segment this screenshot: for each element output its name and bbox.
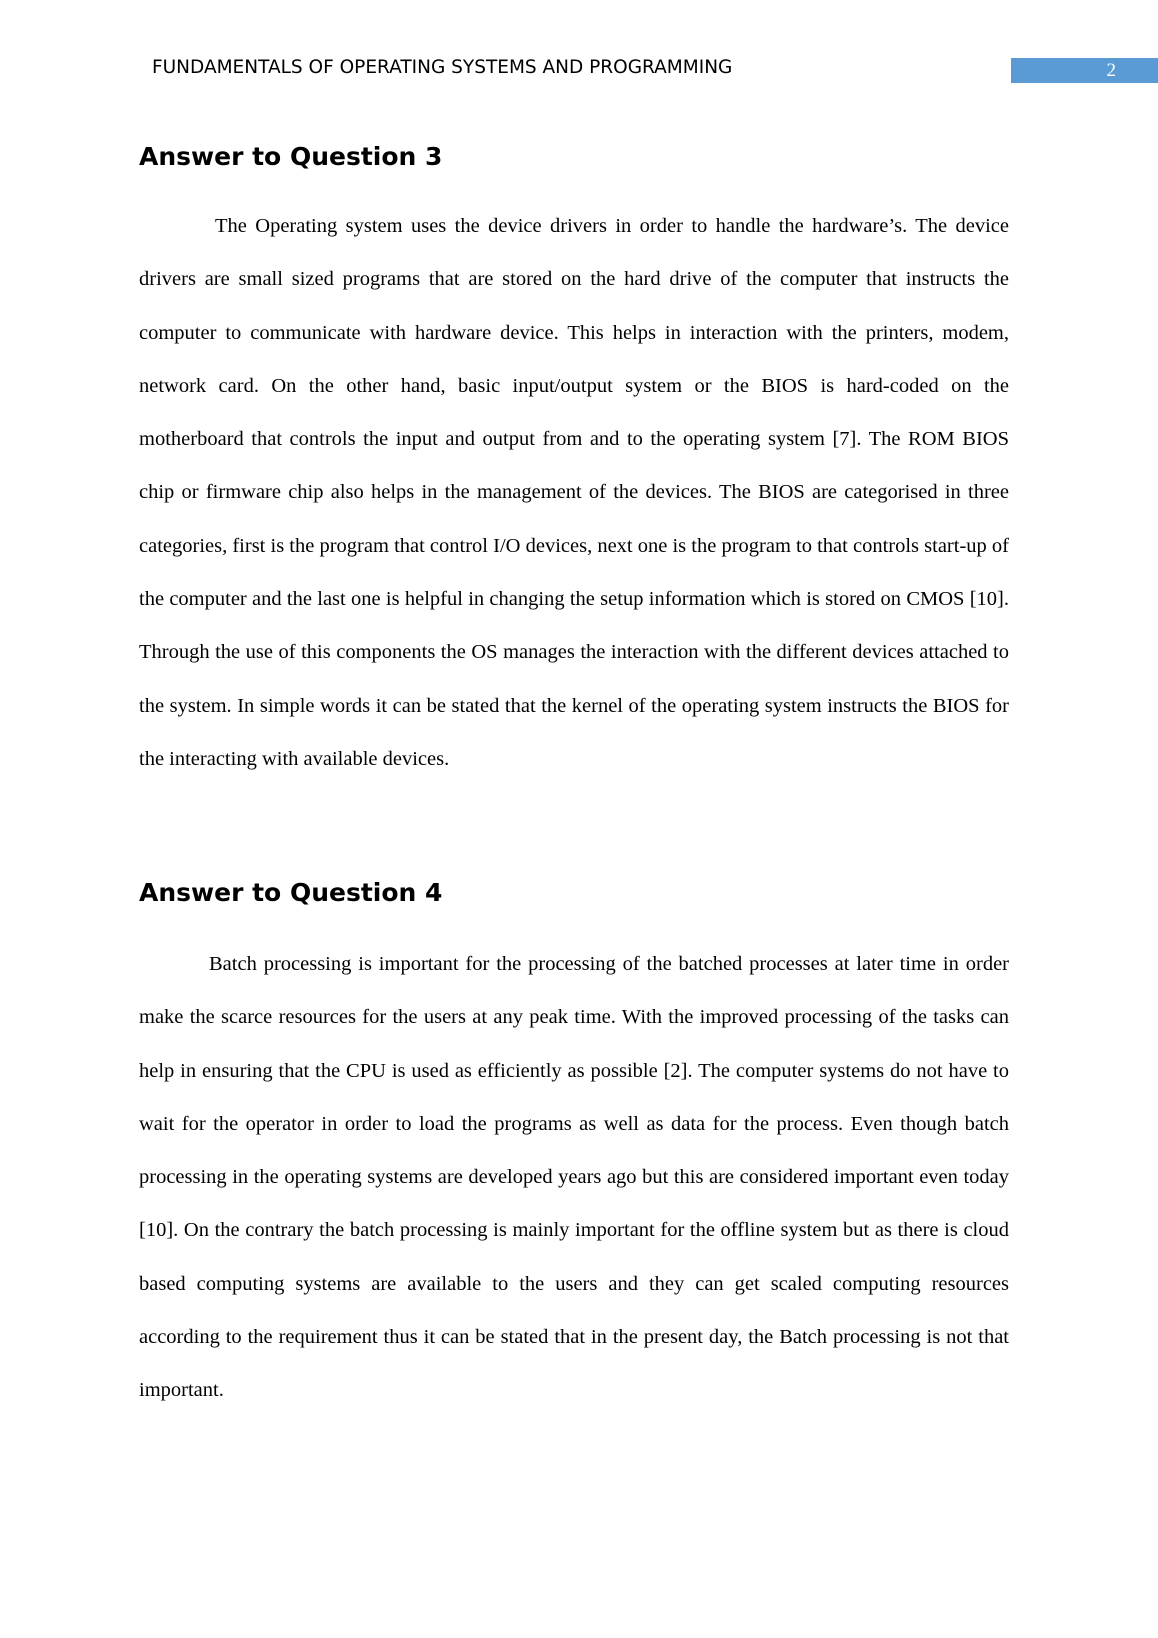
page-number: 2 <box>1106 60 1116 81</box>
page-number-badge <box>1011 58 1158 83</box>
paragraph-question-4: Batch processing is important for the processing of the batched processes at later time in order make the scarce resources for the users at any peak time. With the improved processing of the tasks can help in ensuring that the CPU is used as efficiently as possible [2]. The computer systems do not have to wait for the operator in order to load the programs as well as data for the process. Even though batch processing in the operating systems are developed years ago but this are considered important even today [10]. On the contrary the batch processing is mainly important for the offline system but as there is cloud based computing systems are available to the users and they can get scaled computing resources according to the requirement thus it can be stated that in the present day, the Batch processing is not that important. <box>139 953 1009 1402</box>
heading-question-3: Answer to Question 3 <box>139 142 443 171</box>
paragraph-question-3: The Operating system uses the device drivers in order to handle the hardware’s. The device drivers are small sized programs that are stored on the hard drive of the computer that instructs the computer to communicate with hardware device. This helps in interaction with the printers, modem, network card. On the other hand, basic input/output system or the BIOS is hard-coded on the motherboard that controls the input and output from and to the operating system [7]. The ROM BIOS chip or firmware chip also helps in the management of the devices. The BIOS are categorised in three categories, first is the program that control I/O devices, next one is the program to that controls start-up of the computer and the last one is helpful in changing the setup information which is stored on CMOS [10]. Through the use of this components the OS manages the interaction with the different devices attached to the system. In simple words it can be stated that the kernel of the operating system instructs the BIOS for the interacting with available devices. <box>139 215 1009 770</box>
heading-question-4: Answer to Question 4 <box>139 878 443 907</box>
running-header-title: FUNDAMENTALS OF OPERATING SYSTEMS AND PROGRAMMING <box>152 57 733 78</box>
